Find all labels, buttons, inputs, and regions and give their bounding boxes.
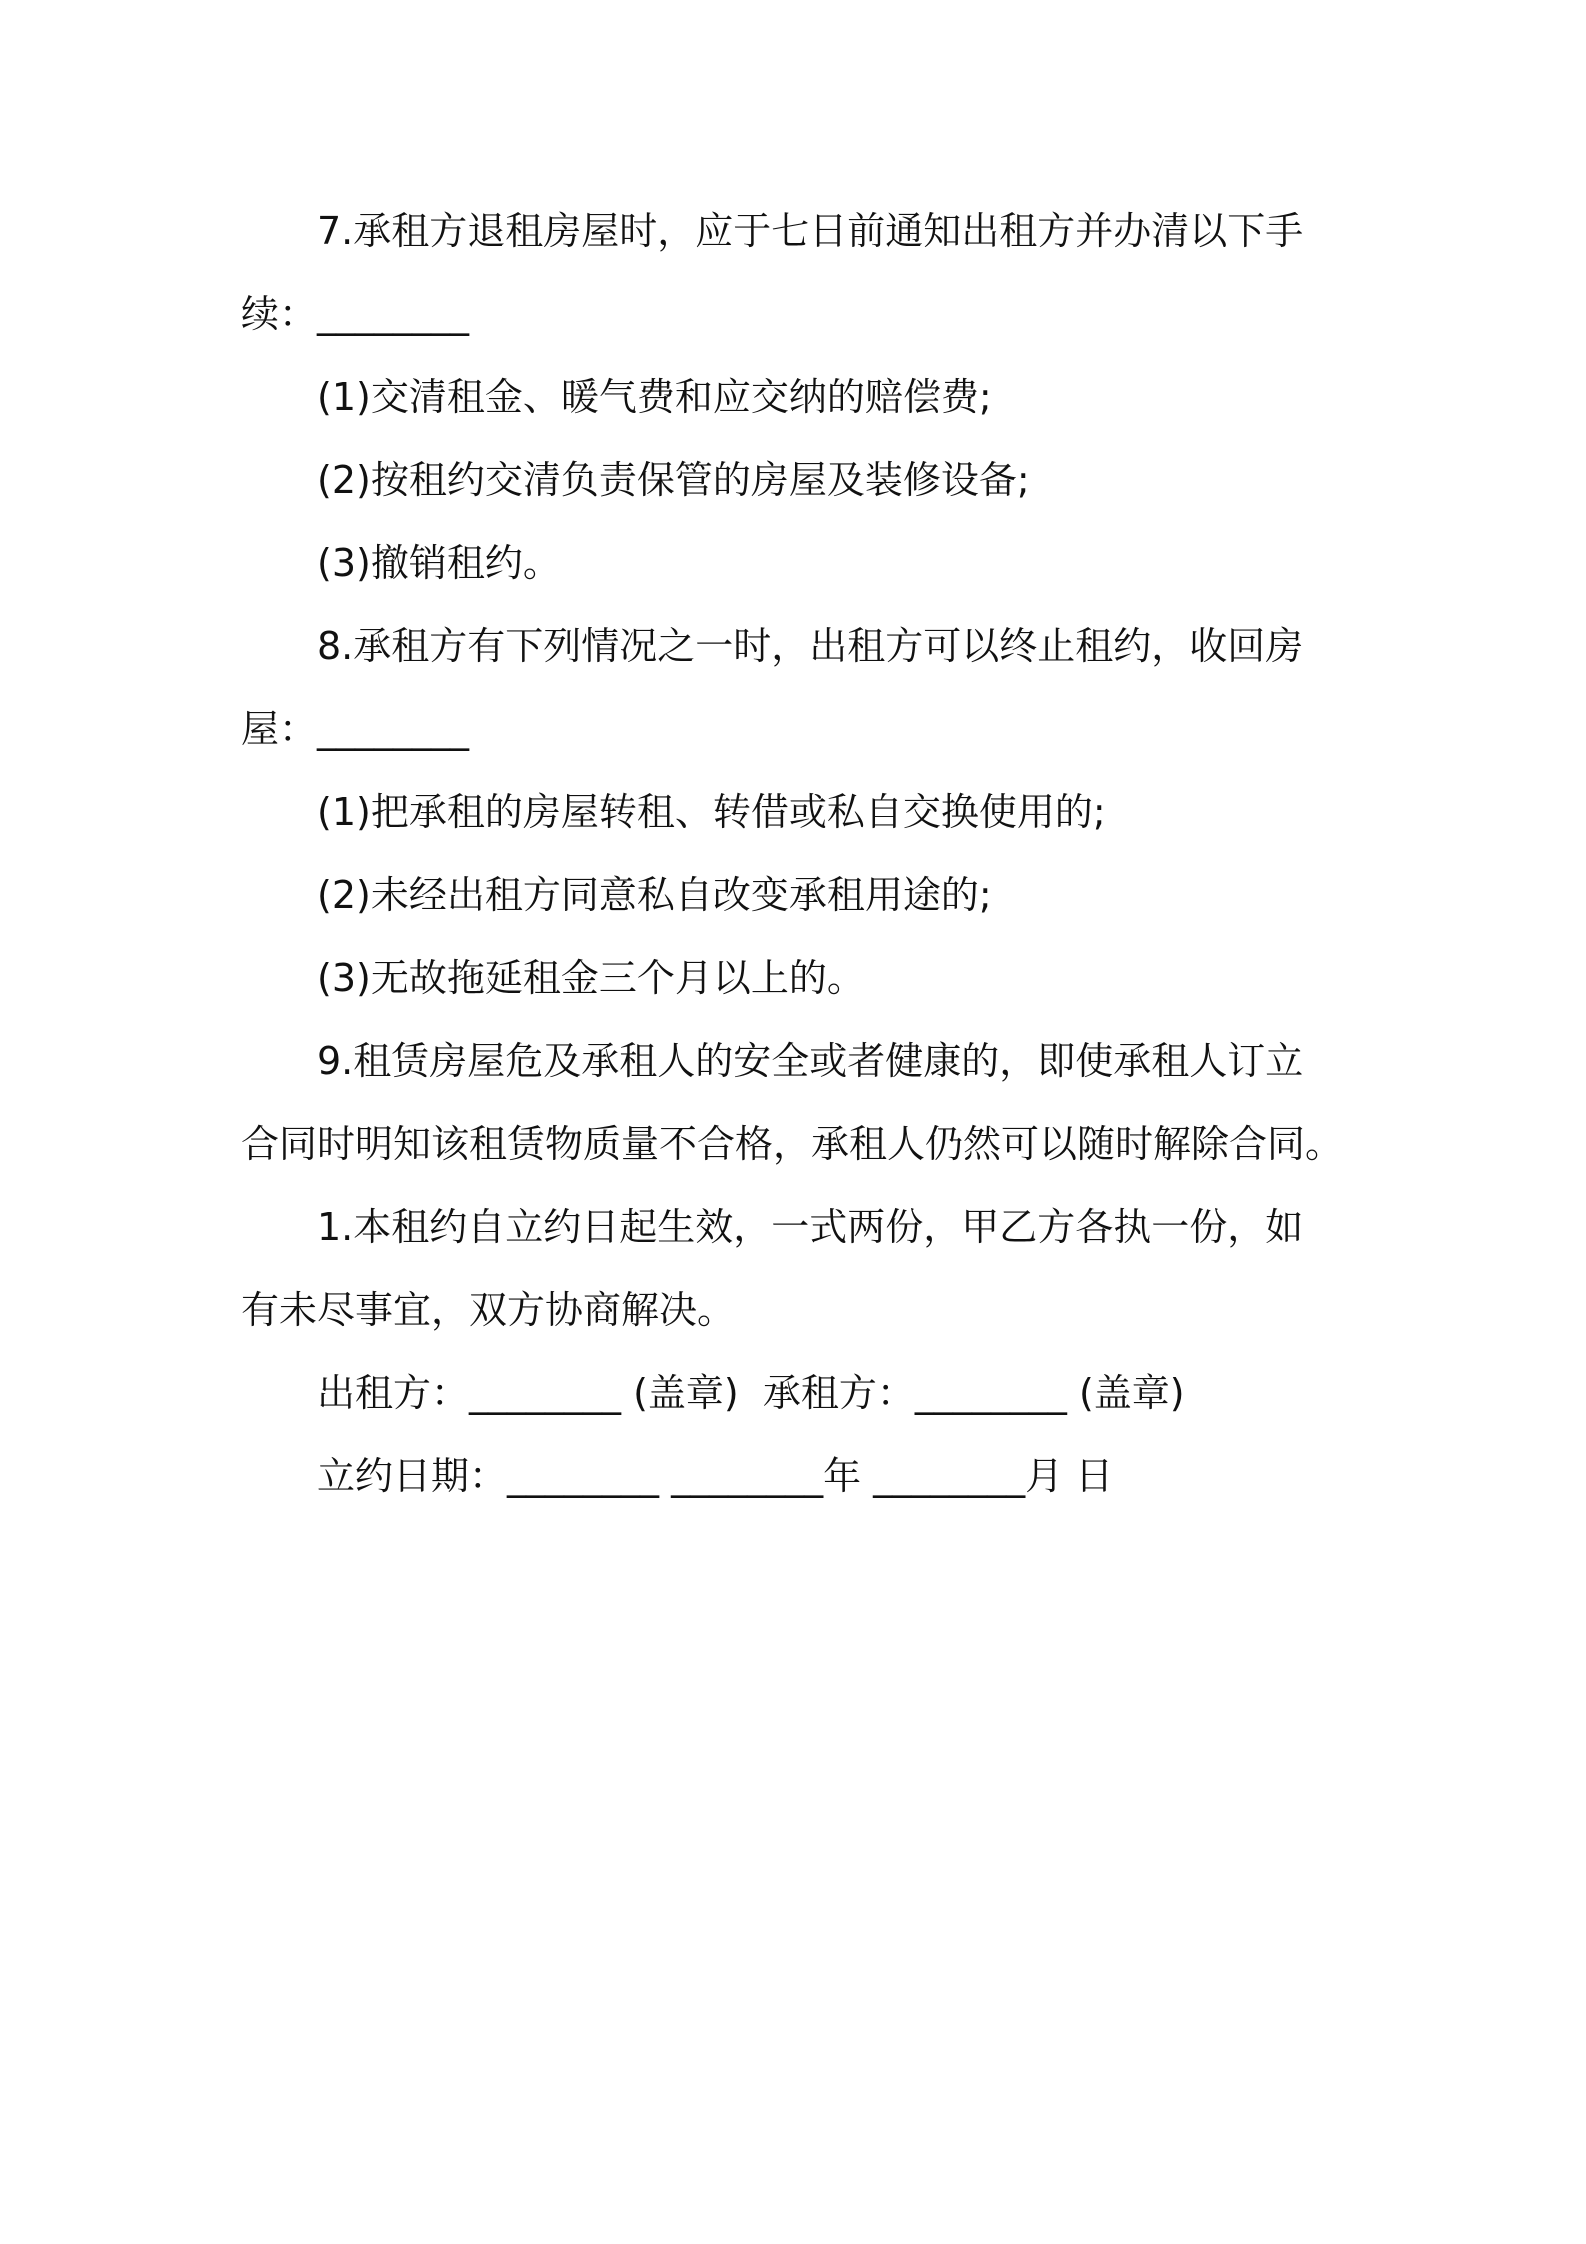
clause-8 [241, 605, 1381, 1020]
signature-row-date [241, 1435, 1381, 1518]
signature-row-parties [241, 1352, 1381, 1435]
lessee-signature: 承租方：________ (盖章) [762, 1371, 1185, 1415]
signature-block [241, 1352, 1381, 1518]
clause-9 [241, 1020, 1381, 1186]
signing-date: 立约日期：________ ________年 ________月 日 [317, 1454, 1114, 1498]
clause-7-line-1: 7.承租方退租房屋时，应于七日前通知出租方并办清以下手 [317, 209, 1304, 253]
clause-8-item-2: (2)未经出租方同意私自改变承租用途的; [317, 873, 992, 917]
clause-8-item-1: (1)把承租的房屋转租、转借或私自交换使用的; [317, 790, 1106, 834]
clause-7-line-2: 续：________ [241, 292, 470, 336]
clause-7-item-2: (2)按租约交清负责保管的房屋及装修设备; [317, 458, 1030, 502]
signature-gap [739, 1371, 763, 1415]
clause-9-line-1: 9.租赁房屋危及承租人的安全或者健康的，即使承租人订立 [317, 1039, 1304, 1083]
clause-1-line-2: 有未尽事宜，双方协商解决。 [241, 1288, 736, 1332]
clause-8-line-1: 8.承租方有下列情况之一时，出租方可以终止租约，收回房 [317, 624, 1304, 668]
clause-8-item-3: (3)无故拖延租金三个月以上的。 [317, 956, 865, 1000]
clause-1-line-1: 1.本租约自立约日起生效，一式两份，甲乙方各执一份，如 [317, 1205, 1304, 1249]
clause-1 [241, 1186, 1381, 1352]
clause-7 [241, 190, 1381, 605]
clause-9-line-2: 合同时明知该租赁物质量不合格，承租人仍然可以随时解除合同。 [241, 1122, 1344, 1166]
clause-7-item-1: (1)交清租金、暖气费和应交纳的赔偿费; [317, 375, 992, 419]
clause-7-item-3: (3)撤销租约。 [317, 541, 561, 585]
lessor-signature: 出租方：________ (盖章) [317, 1371, 739, 1415]
document-body [241, 190, 1381, 1518]
clause-8-line-2: 屋：________ [241, 707, 470, 751]
